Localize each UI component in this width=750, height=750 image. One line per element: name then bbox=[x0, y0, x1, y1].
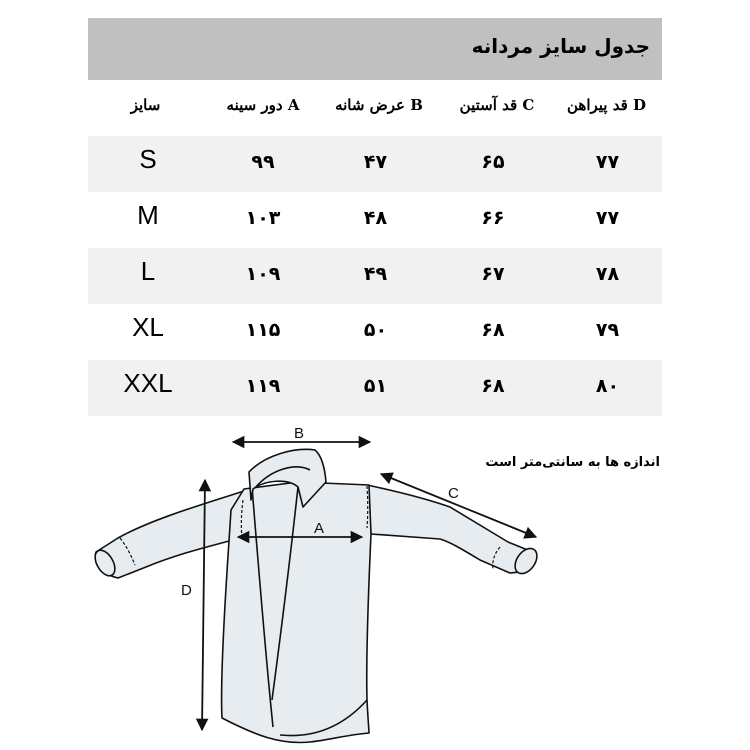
chest-cell: ۱۰۹ bbox=[245, 263, 281, 285]
chest-cell: ۹۹ bbox=[251, 151, 275, 173]
length-cell: ۷۹ bbox=[595, 319, 620, 341]
length-cell: ۷۸ bbox=[595, 263, 620, 285]
size-cell: L bbox=[140, 256, 156, 286]
chest-cell: ۱۱۵ bbox=[245, 319, 281, 341]
chest-cell: ۱۰۳ bbox=[245, 207, 281, 229]
shoulder-cell: ۴۷ bbox=[363, 151, 388, 173]
shoulder-cell: ۵۱ bbox=[363, 375, 388, 397]
size-cell: XL bbox=[132, 312, 164, 342]
units-note: اندازه ها به سانتی‌متر است bbox=[485, 455, 660, 470]
sleeve-cell: ۶۶ bbox=[481, 207, 505, 229]
sleeve-cell: ۶۸ bbox=[481, 319, 505, 341]
sleeve-cell: ۶۷ bbox=[481, 263, 505, 285]
label-d: D bbox=[181, 582, 192, 599]
length-cell: ۷۷ bbox=[595, 207, 620, 229]
shirt-icon bbox=[91, 449, 541, 742]
label-a: A bbox=[314, 520, 325, 537]
sleeve-cell: ۶۵ bbox=[481, 151, 505, 173]
header-sleeve: C قد آستین bbox=[459, 96, 535, 114]
header-chest: A دور سینه bbox=[226, 96, 300, 114]
header-size: سایز bbox=[130, 96, 161, 114]
label-c: C bbox=[448, 485, 459, 502]
header-length: D قد پیراهن bbox=[567, 96, 646, 114]
shoulder-cell: ۴۹ bbox=[363, 263, 388, 285]
length-cell: ۷۷ bbox=[595, 151, 620, 173]
length-cell: ۸۰ bbox=[595, 375, 620, 397]
size-cell: M bbox=[137, 200, 159, 230]
page-title: جدول سایز مردانه bbox=[471, 34, 650, 58]
header-shoulder: B عرض شانه bbox=[335, 96, 423, 114]
label-b: B bbox=[294, 425, 305, 442]
shoulder-cell: ۴۸ bbox=[363, 207, 388, 229]
size-cell: XXL bbox=[123, 368, 173, 398]
size-cell: S bbox=[139, 144, 157, 174]
sleeve-cell: ۶۸ bbox=[481, 375, 505, 397]
chest-cell: ۱۱۹ bbox=[245, 375, 281, 397]
shoulder-cell: ۵۰ bbox=[363, 319, 388, 341]
